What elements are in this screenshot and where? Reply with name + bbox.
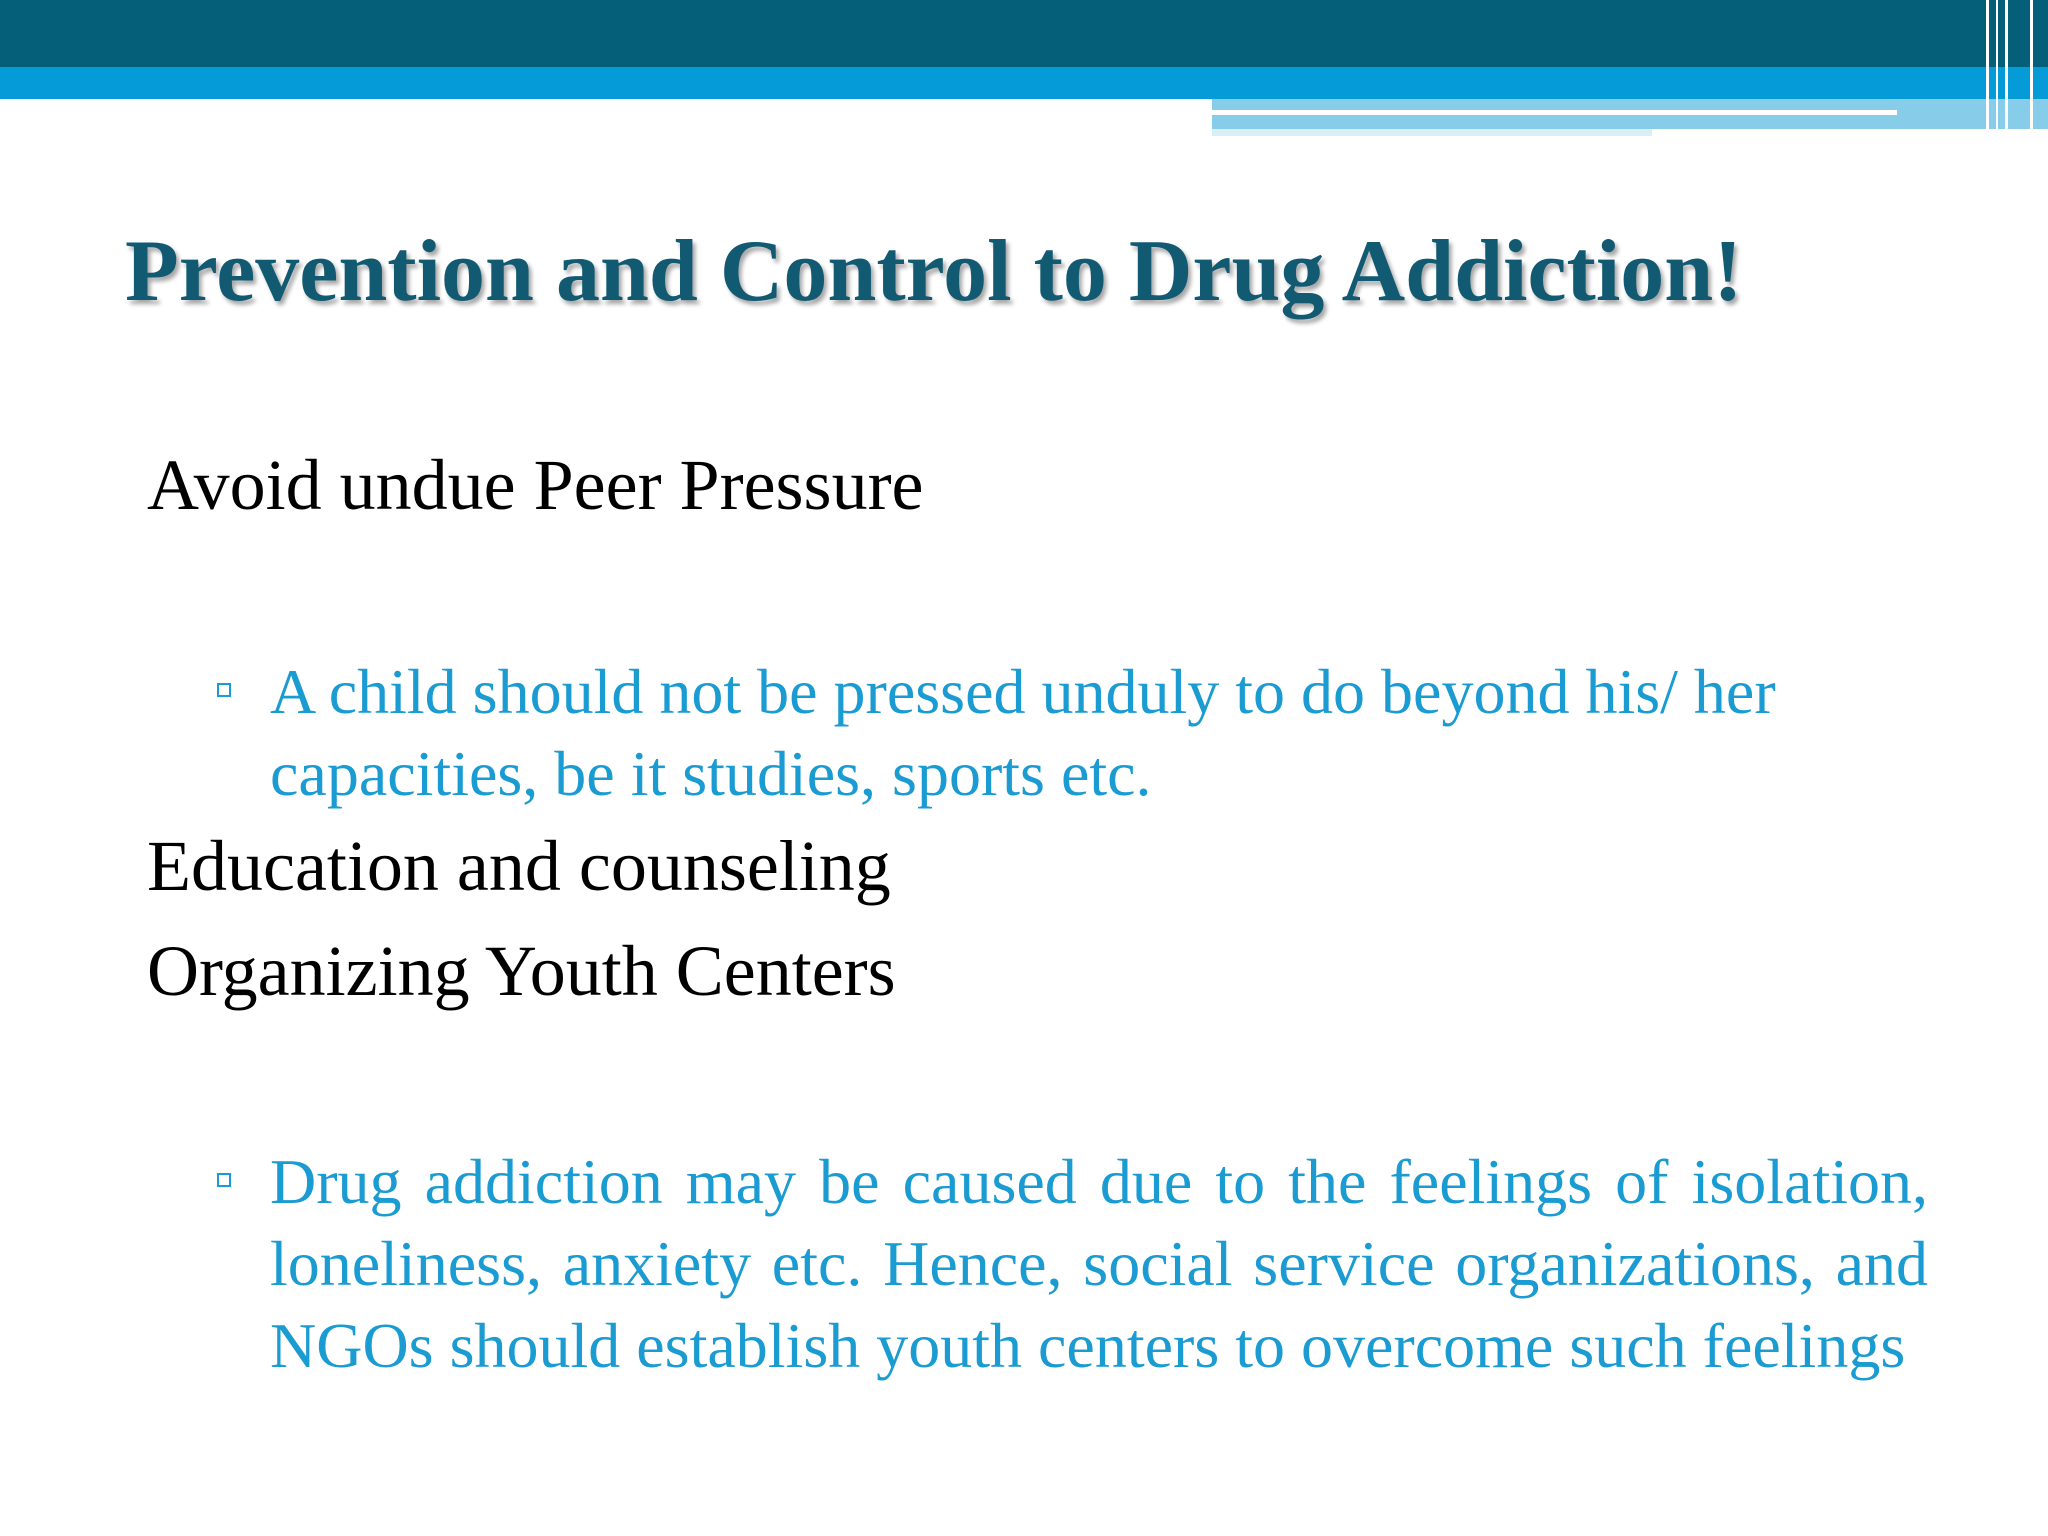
bullet-text: Drug addiction may be caused due to the feelings of isolation, loneliness, anxiety etc. Hence, social service organizations, and NGOs should establish youth centers to overcome such feelings: [270, 1146, 1928, 1381]
header-vertical-stripe: [1996, 0, 1998, 136]
bullet-item: [218, 651, 1928, 815]
header-vertical-stripe: [2005, 0, 2008, 136]
section-heading-youth-centers: Organizing Youth Centers: [147, 931, 896, 1011]
header-vertical-stripe: [2030, 0, 2033, 136]
header-band-mid: [0, 67, 2048, 99]
header-band-dark: [0, 0, 2048, 67]
section-heading-education: Education and counseling: [147, 826, 891, 906]
hollow-square-bullet-icon: [217, 1173, 231, 1187]
hollow-square-bullet-icon: [217, 683, 231, 697]
slide-title: Prevention and Control to Drug Addiction!: [125, 223, 1743, 320]
header-accent-line: [1212, 129, 1652, 136]
header-vertical-stripe: [1986, 0, 1989, 136]
section-heading-peer-pressure: Avoid undue Peer Pressure: [147, 445, 924, 525]
header-accent-line: [1212, 110, 1897, 115]
bullet-text: A child should not be pressed unduly to do beyond his/ her capacities, be it studies, sports etc.: [270, 656, 1776, 809]
bullet-item: [218, 1141, 1928, 1387]
